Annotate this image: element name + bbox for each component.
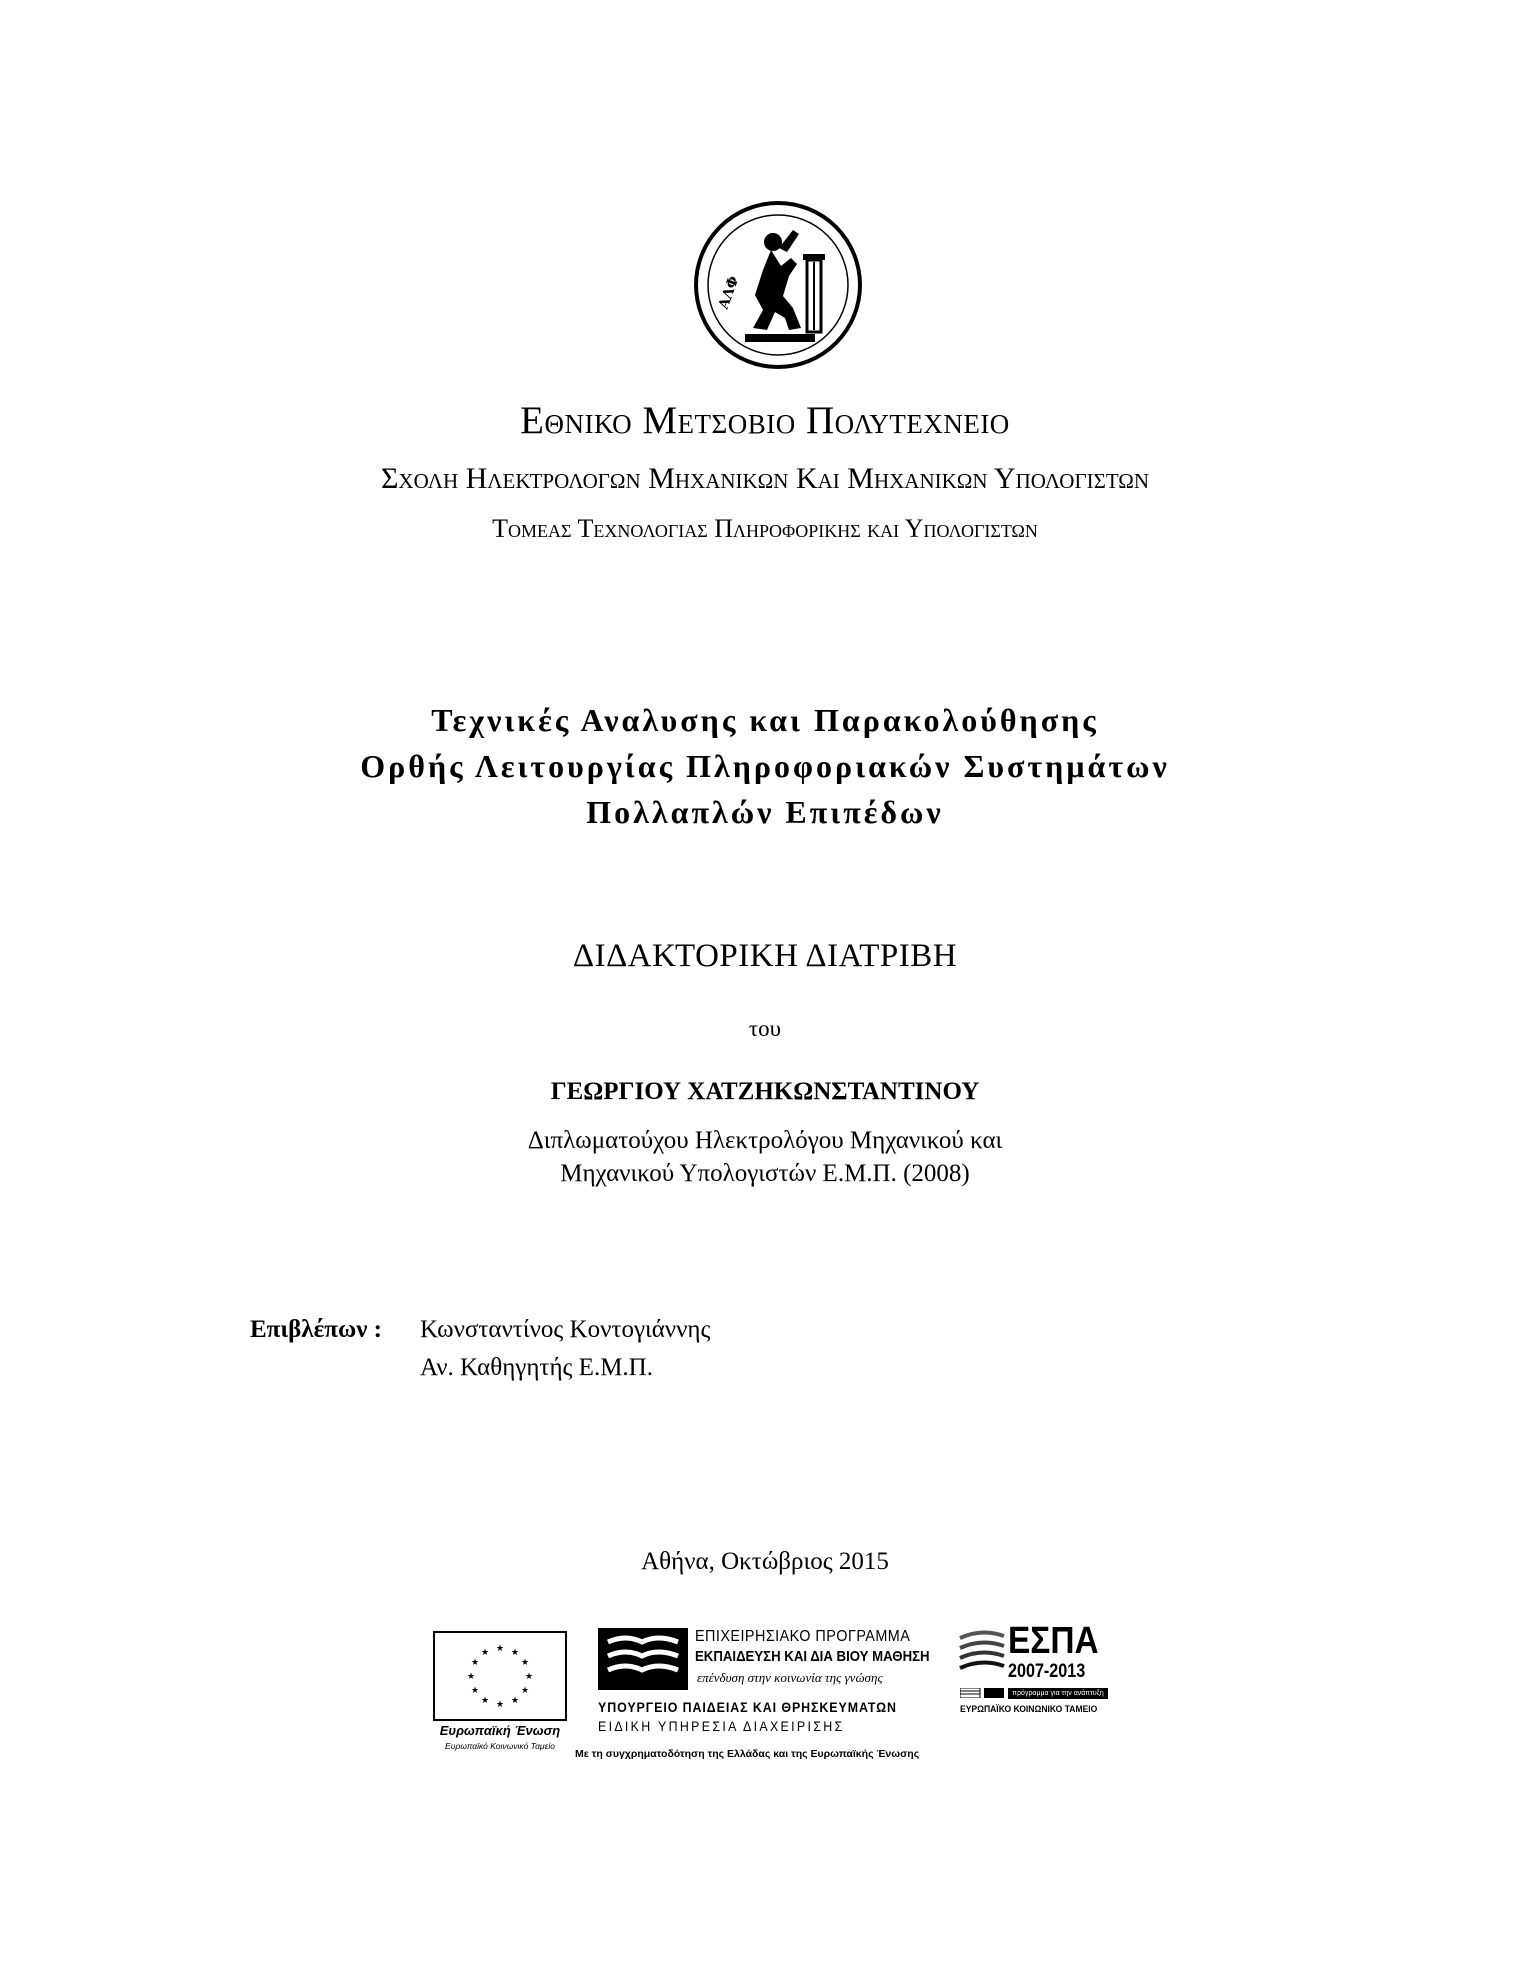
svg-text:★: ★ xyxy=(470,1658,480,1668)
university-name: Εθνικο Μετσοβιο Πολυτεχνειο xyxy=(520,399,1010,442)
svg-text:★: ★ xyxy=(510,1648,520,1658)
programme-line-1: ΕΠΙΧΕΙΡΗΣΙΑΚΟ ΠΡΟΓΡΑΜΜΑ xyxy=(695,1628,911,1645)
eu-flag-logo xyxy=(433,1631,567,1721)
ministry-name: ΥΠΟΥΡΓΕΙΟ ΠΑΙΔΕΙΑΣ ΚΑΙ ΘΡΗΣΚΕΥΜΑΤΩΝ xyxy=(598,1700,897,1715)
programme-book-icon xyxy=(598,1628,688,1690)
eu-stars-icon xyxy=(435,1633,565,1719)
espa-swoosh-icon xyxy=(958,1628,1006,1678)
supervisor-title: Αν. Καθηγητής Ε.Μ.Π. xyxy=(420,1354,653,1381)
supervisor-label: Επιβλέπων : xyxy=(250,1316,382,1343)
thesis-type: ΔΙΔΑΚΤΟΡΙΚΗ ΔΙΑΤΡΙΒΗ xyxy=(572,938,958,974)
espa-fund: ΕΥΡΩΠΑΪΚΟ ΚΟΙΝΩΝΙΚΟ ΤΑΜΕΙΟ xyxy=(960,1704,1098,1715)
author-name: ΓΕΩΡΓΙΟΥ ΧΑΤΖΗΚΩΝΣΤΑΝΤΙΝΟΥ xyxy=(550,1078,980,1105)
school-name: Σχολη Ηλεκτρολογων Μηχανικων Και Μηχανικων Υπολογιστων xyxy=(380,462,1150,495)
cofunding-note: Με τη συγχρηματοδότηση της Ελλάδας και της Ευρωπαϊκής Ένωσης xyxy=(575,1748,920,1760)
thesis-title-line: Τεχνικές Αναλυσης και Παρακολούθησης xyxy=(431,702,1099,738)
svg-text:★: ★ xyxy=(520,1686,530,1696)
svg-text:★: ★ xyxy=(495,1700,505,1710)
author-degree-line: Διπλωματούχου Ηλεκτρολόγου Μηχανικού και xyxy=(527,1127,1003,1154)
programme-slogan: επένδυση στην κοινωνία της γνώσης xyxy=(697,1670,883,1685)
author-degree-line: Μηχανικού Υπολογιστών Ε.Μ.Π. (2008) xyxy=(560,1160,970,1187)
svg-text:★: ★ xyxy=(520,1658,530,1668)
university-seal xyxy=(693,200,863,370)
programme-line-2: ΕΚΠΑΙΔΕΥΣΗ ΚΑΙ ΔΙΑ ΒΙΟΥ ΜΑΘΗΣΗ xyxy=(695,1648,930,1665)
svg-text:★: ★ xyxy=(470,1686,480,1696)
svg-text:★: ★ xyxy=(480,1696,490,1706)
managing-service: ΕΙΔΙΚΗ ΥΠΗΡΕΣΙΑ ΔΙΑΧΕΙΡΙΣΗΣ xyxy=(598,1719,845,1734)
supervisor-name: Κωνσταντίνος Κοντογιάννης xyxy=(420,1316,711,1343)
eu-fund: Ευρωπαϊκό Κοινωνικό Ταμείο xyxy=(445,1741,555,1751)
espa-tagline: πρόγραμμα για την ανάπτυξη xyxy=(1008,1688,1108,1699)
espa-name: ΕΣΠΑ xyxy=(1008,1620,1099,1662)
espa-period: 2007-2013 xyxy=(1008,1661,1086,1682)
svg-text:★: ★ xyxy=(524,1672,534,1682)
svg-text:ΑΛΦ: ΑΛΦ xyxy=(715,274,743,312)
thesis-title-line: Πολλαπλών Επιπέδων xyxy=(586,794,944,830)
svg-text:★: ★ xyxy=(510,1696,520,1706)
thesis-title-line: Ορθής Λειτουργίας Πληροφοριακών Συστημάτων xyxy=(360,748,1170,784)
flags-icon xyxy=(960,1688,1006,1698)
svg-text:★: ★ xyxy=(466,1672,476,1682)
place-date: Αθήνα, Οκτώβριος 2015 xyxy=(641,1548,889,1575)
svg-text:★: ★ xyxy=(480,1648,490,1658)
svg-text:★: ★ xyxy=(495,1644,505,1654)
division-name: Τομεας Τεχνολογιας Πληροφορικης και Υπολογιστων xyxy=(492,514,1038,543)
by-label: του xyxy=(748,1016,782,1041)
eu-name: Ευρωπαϊκή Ένωση xyxy=(439,1723,561,1738)
